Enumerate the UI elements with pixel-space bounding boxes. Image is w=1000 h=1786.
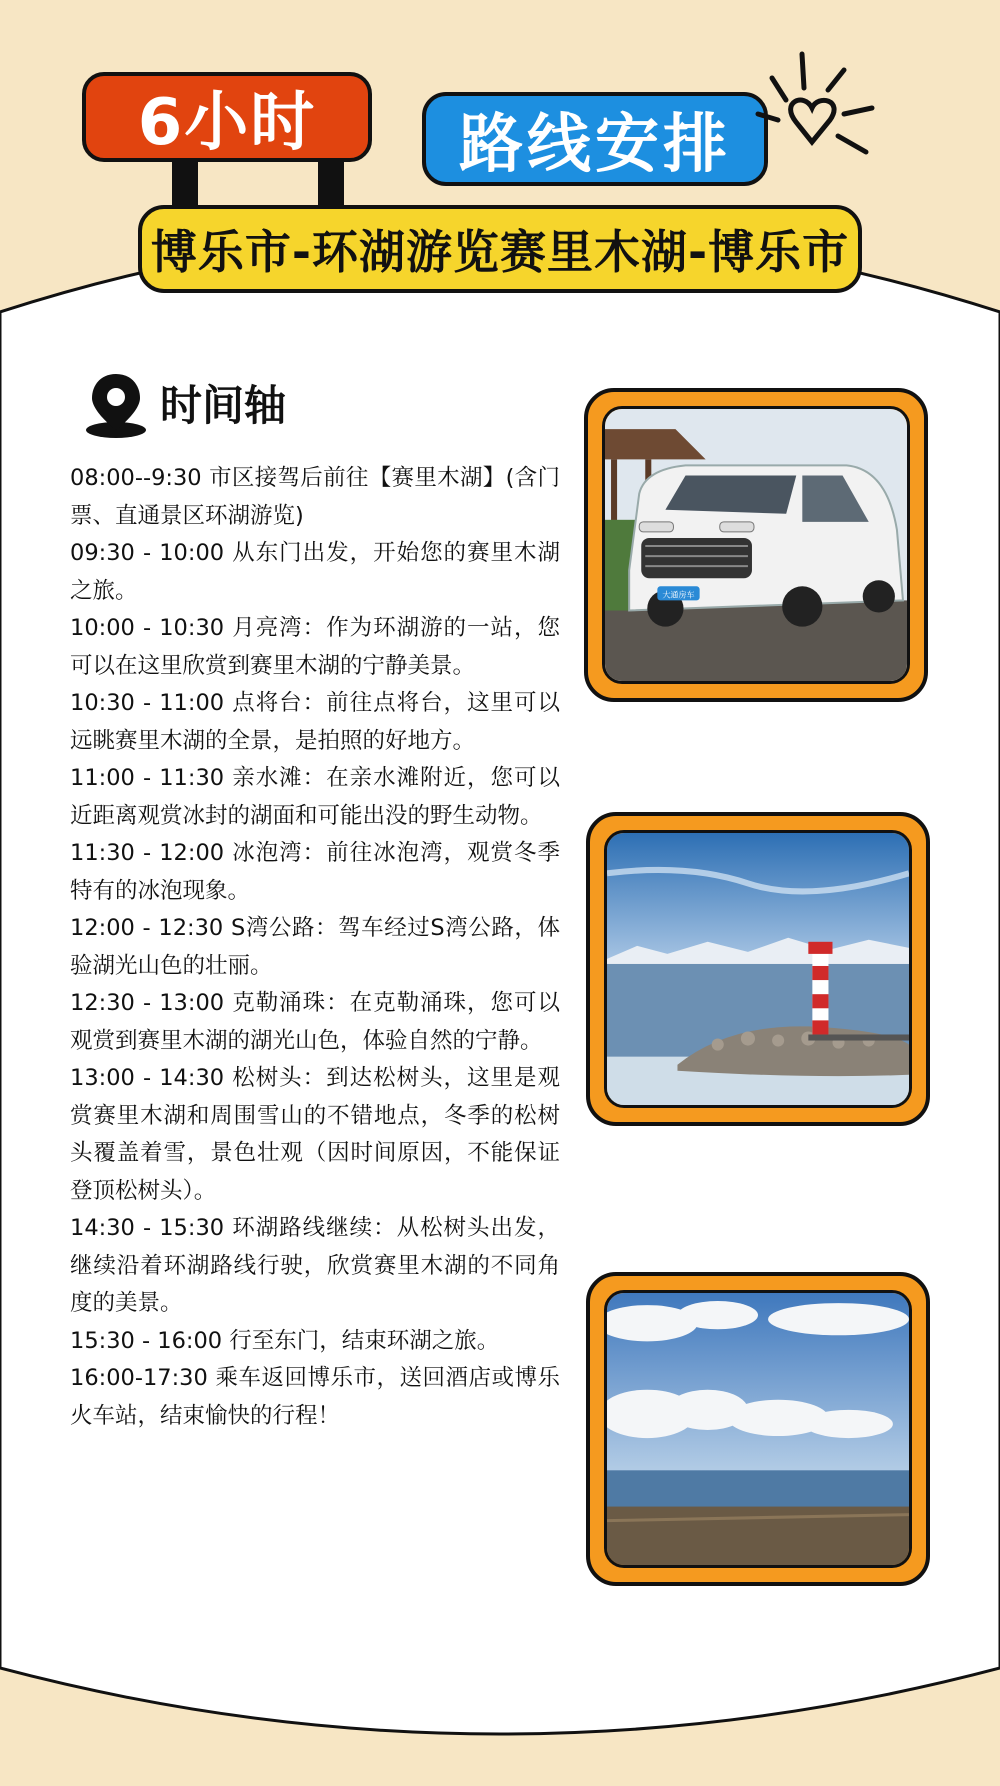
schedule-item: 12:00 - 12:30 S湾公路：驾车经过S湾公路，体验湖光山色的壮丽。	[70, 915, 560, 979]
heart-doodle-icon	[720, 44, 900, 184]
lake-photo-frame	[586, 1272, 930, 1586]
lighthouse-photo-frame	[586, 812, 930, 1126]
schedule-item: 14:30 - 15:30 环湖路线继续：从松树头出发，继续沿着环湖路线行驶，欣赏赛里木湖的不同角度的美景。	[70, 1215, 560, 1316]
schedule-list	[70, 460, 560, 1435]
schedule-item: 11:00 - 11:30 亲水滩：在亲水滩附近，您可以近距离观赏冰封的湖面和可能出没的野生动物。	[70, 765, 560, 829]
route-banner	[138, 205, 862, 293]
timeline-title: 时间轴	[160, 381, 287, 430]
schedule-item: 08:00--9:30 市区接驾后前往【赛里木湖】(含门票、直通景区环湖游览)	[70, 465, 560, 529]
schedule-item: 09:30 - 10:00 从东门出发，开始您的赛里木湖之旅。	[70, 540, 560, 604]
van-photo-frame	[584, 388, 928, 702]
schedule-item: 10:00 - 10:30 月亮湾：作为环湖游的一站，您可以在这里欣赏到赛里木湖的宁静美景。	[70, 615, 560, 679]
schedule-item: 13:00 - 14:30 松树头：到达松树头，这里是观赏赛里木湖和周围雪山的不错地点，冬季的松树头覆盖着雪，景色壮观（因时间原因，不能保证登顶松树头）。	[70, 1065, 560, 1204]
duration-label: 6小时	[137, 86, 317, 160]
lighthouse-photo	[607, 833, 909, 1105]
sign-post-right	[318, 158, 344, 208]
schedule-item: 11:30 - 12:00 冰泡湾：前往冰泡湾，观赏冬季特有的冰泡现象。	[70, 840, 560, 904]
lake-photo	[607, 1293, 909, 1565]
schedule-item: 15:30 - 16:00 行至东门，结束环湖之旅。	[70, 1327, 500, 1354]
schedule-item: 10:30 - 11:00 点将台：前往点将台，这里可以远眺赛里木湖的全景，是拍照的好地方。	[70, 690, 560, 754]
duration-sign	[82, 72, 372, 162]
location-pin-icon	[84, 372, 148, 440]
schedule-item: 12:30 - 13:00 克勒涌珠：在克勒涌珠，您可以观赏到赛里木湖的湖光山色，体验自然的宁静。	[70, 990, 560, 1054]
schedule-item: 16:00-17:30 乘车返回博乐市，送回酒店或博乐火车站，结束愉快的行程！	[70, 1365, 560, 1429]
route-title: 博乐市-环湖游览赛里木湖-博乐市	[150, 225, 850, 279]
plan-tag	[422, 92, 768, 186]
plan-label: 路线安排	[459, 108, 731, 182]
sign-post-left	[172, 158, 198, 208]
van-badge-text: 大通房车	[662, 590, 695, 600]
van-photo	[605, 409, 907, 681]
